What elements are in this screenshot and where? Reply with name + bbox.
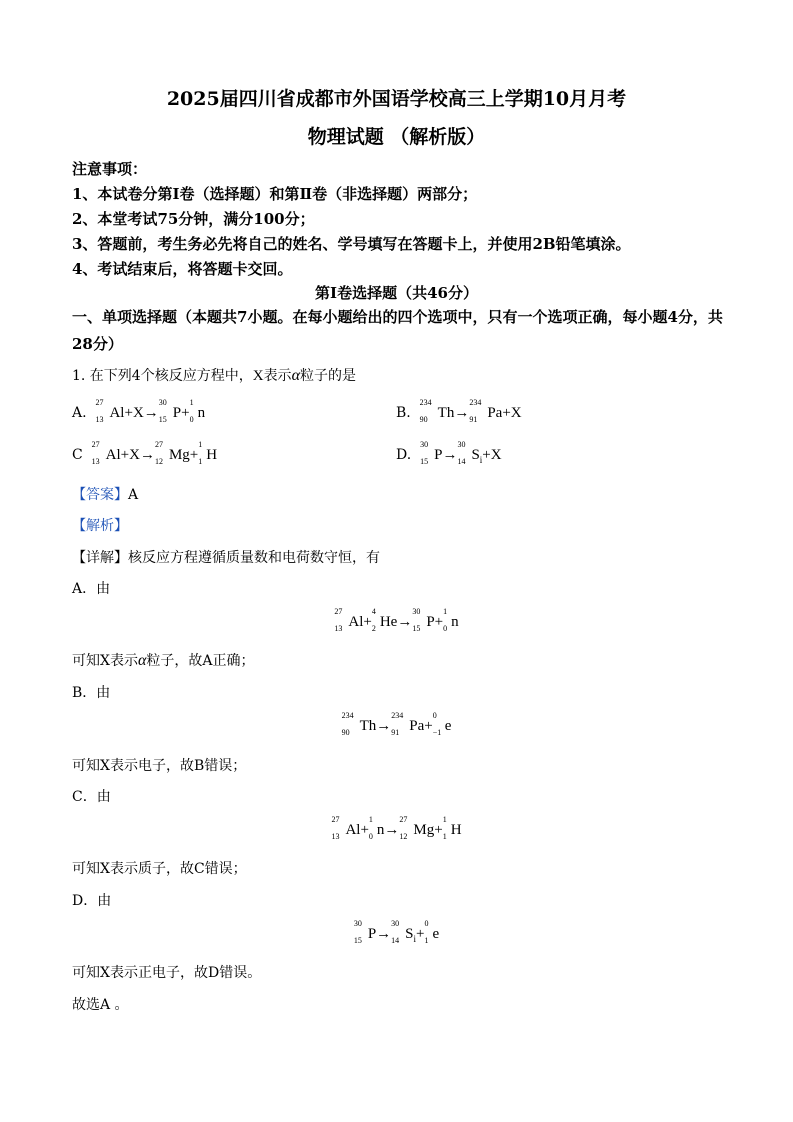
equation-a: 27 13 Al+ 4 2 He→ 30 15 P+ 1 0 n (334, 607, 459, 633)
step-d-conclusion: 可知X表示正电子，故D错误。 (72, 965, 262, 981)
step-a-label: A．由 (72, 581, 111, 597)
nuclide-p: 30 15 P (158, 398, 182, 424)
option-d: D. 30 15 P→ 30 14 $S_i+X$ (396, 440, 502, 466)
nuclide-mg: 27 12 Mg (154, 440, 190, 466)
nuclide-al: 27 13 Al (95, 398, 125, 424)
section-title: 第I卷选择题（共46分） (315, 284, 478, 302)
option-a: A. 27 13 Al+X→ 30 15 P+ 1 0 n (72, 398, 206, 424)
step-c-conclusion: 可知X表示质子，故C错误； (72, 861, 247, 877)
nuclide-al: 27 13 Al (91, 440, 121, 466)
equation-b: 234 90 Th→ 234 91 Pa+ 0 −1 e (341, 711, 452, 737)
answer-tag: 【答案】 (72, 487, 128, 503)
analysis-tag: 【解析】 (72, 518, 128, 534)
notes-heading: 注意事项： (72, 160, 148, 178)
option-c: C 27 13 Al+X→ 27 12 Mg+ 1 1 H (72, 440, 218, 466)
part-heading: 一、单项选择题（本题共7小题。在每小题给出的四个选项中，只有一个选项正确，每小题4分，共28分） (72, 308, 723, 353)
note-item-1: 1、本试卷分第I卷（选择题）和第Ⅱ卷（非选择题）两部分； (72, 185, 478, 203)
page-title: 2025届四川省成都市外国语学校高三上学期10月月考 (166, 88, 627, 110)
answer-value: A (128, 487, 139, 503)
nuclide-h: 1 1 H (198, 440, 218, 466)
final-answer: 故选A 。 (72, 997, 129, 1013)
note-item-2: 2、本堂考试75分钟，满分100分； (72, 210, 315, 228)
nuclide-pa: 234 91 Pa (469, 398, 503, 424)
page-subtitle: 物理试题 （解析版） (307, 126, 486, 148)
answer-line (72, 484, 138, 504)
step-d-label: D．由 (72, 893, 112, 909)
nuclide-p: 30 15 P (420, 440, 443, 466)
detail-text: 核反应方程遵循质量数和电荷数守恒，有 (128, 550, 380, 566)
step-c-label: C．由 (72, 789, 111, 805)
step-b-conclusion: 可知X表示电子，故B错误； (72, 758, 247, 774)
step-b-label: B．由 (72, 685, 111, 701)
step-a-conclusion: 可知X表示α粒子，故A正确； (72, 652, 255, 669)
detail-line (72, 547, 380, 567)
detail-tag: 【详解】 (72, 550, 128, 566)
nuclide-si: 30 14 $S_i$ (457, 440, 483, 466)
equation-c: 27 13 Al+ 1 0 n→ 27 12 Mg+ 1 1 H (331, 815, 462, 841)
note-item-3: 3、答题前，考生务必先将自己的姓名、学号填写在答题卡上，并使用2B铅笔填涂。 (72, 235, 631, 253)
note-item-4: 4、考试结束后，将答题卡交回。 (72, 260, 293, 278)
nuclide-n: 1 0 n (189, 398, 206, 424)
analysis-line (72, 515, 128, 535)
nuclide-th: 234 90 Th (419, 398, 455, 424)
question-stem: 1. 在下列4个核反应方程中，X表示α粒子的是 (72, 367, 356, 384)
option-b: B. 234 90 Th→ 234 91 Pa+X (396, 398, 522, 424)
equation-d: 30 15 P→ 30 14 $S_i+$ 0 1 e (353, 919, 440, 945)
